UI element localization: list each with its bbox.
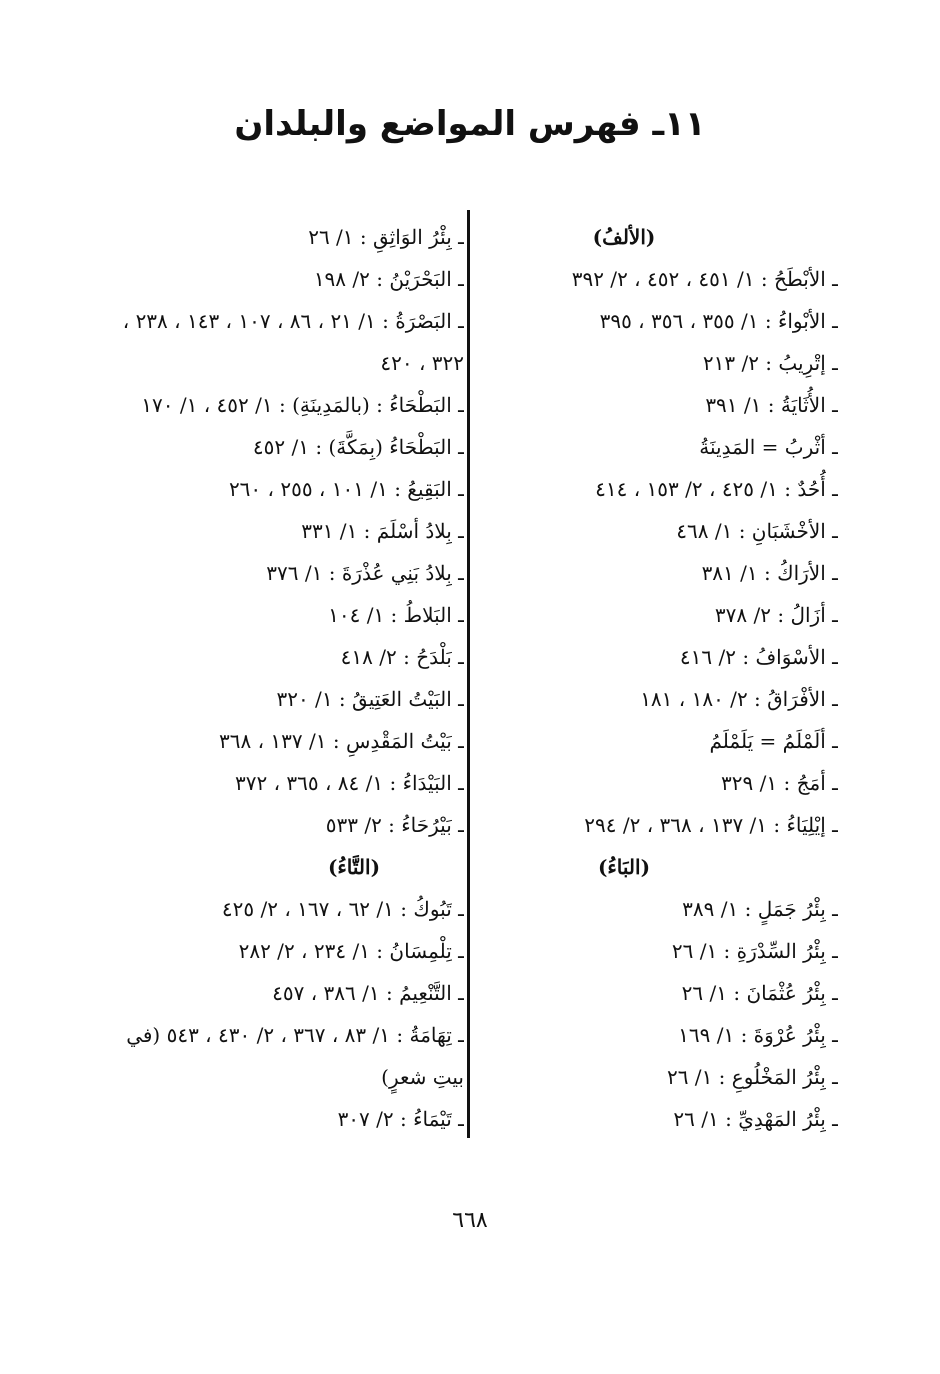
- page-number: ٦٦٨: [452, 1208, 488, 1233]
- index-entry: ـ البَحْرَيْنُ : ٢/ ١٩٨: [313, 267, 464, 291]
- index-entry: ـ بِئْرُ المَهْدِيِّ : ١/ ٢٦: [673, 1107, 838, 1131]
- index-entry: ـ بَيْتُ المَقْدِسِ : ١/ ١٣٧ ، ٣٦٨: [218, 729, 464, 753]
- index-entry: ـ الأفْرَاقُ : ٢/ ١٨٠ ، ١٨١: [640, 687, 838, 711]
- index-entry: ـ بَلْدَحُ : ٢/ ٤١٨: [340, 645, 464, 669]
- index-entry: ـ بِئْرُ المَخْلُوعِ : ١/ ٢٦: [666, 1065, 838, 1089]
- index-entry: ـ البَقِيعُ : ١/ ١٠١ ، ٢٥٥ ، ٢٦٠: [228, 477, 464, 501]
- index-column-left: [100, 216, 464, 1140]
- index-entry: ـ بِئْرُ عُرْوَةَ : ١/ ١٦٩: [678, 1023, 838, 1047]
- index-entry: ـ بِئْرُ الوَاثِقِ : ١/ ٢٦: [308, 225, 464, 249]
- index-entry: ـ أثْربُ = المَدِينَةُ: [699, 435, 838, 459]
- index-entry: ـ تَيْمَاءُ : ٢/ ٣٠٧: [337, 1107, 464, 1131]
- index-entry: ـ البَصْرَةُ : ١/ ٢١ ، ٨٦ ، ١٠٧ ، ١٤٣ ، ٢٣٨ ،: [122, 309, 464, 333]
- index-entry: ـ الأبْواءُ : ١/ ٣٥٥ ، ٣٥٦ ، ٣٩٥: [599, 309, 838, 333]
- index-entry: ـ الأرَاكُ : ١/ ٣٨١: [701, 561, 838, 585]
- index-entry: ـ إتْرِيبُ : ٢/ ٢١٣: [702, 351, 838, 375]
- index-entry: ـ بَيْرُحَاءُ : ٢/ ٥٣٣: [325, 813, 464, 837]
- index-entry: ـ البَيْدَاءُ : ١/ ٨٤ ، ٣٦٥ ، ٣٧٢: [234, 771, 464, 795]
- index-entry: ـ أزَالُ : ٢/ ٣٧٨: [714, 603, 838, 627]
- index-entry: ـ التَّنْعِيمُ : ١/ ٣٨٦ ، ٤٥٧: [272, 981, 464, 1005]
- index-entry: ـ إيْلِيَاءُ : ١/ ١٣٧ ، ٣٦٨ ، ٢/ ٢٩٤: [584, 813, 838, 837]
- index-entry: ـ البَيْتُ العَتِيقُ : ١/ ٣٢٠: [276, 687, 464, 711]
- index-entry: ـ أمَجُ : ١/ ٣٢٩: [721, 771, 838, 795]
- index-entry: ـ الأُثَايَةُ : ١/ ٣٩١: [705, 393, 838, 417]
- page-title: ١١ـ فهرس المواضع والبلدان: [234, 104, 706, 144]
- index-entry: ـ تَبُوكُ : ١/ ٦٢ ، ١٦٧ ، ٢/ ٤٢٥: [221, 897, 464, 921]
- index-entry: ـ بِلادُ بَنِي عُذْرَةَ : ١/ ٣٧٦: [266, 561, 464, 585]
- index-column-right: [480, 216, 838, 1140]
- index-entry: ـ البَطْحَاءُ : (بالمَدِينَةِ) : ١/ ٤٥٢ ، ١/ ١٧٠: [141, 393, 464, 417]
- index-entry-continuation: بيتِ شعرٍ): [381, 1065, 464, 1089]
- index-entry: ـ الأسْوَافُ : ٢/ ٤١٦: [679, 645, 838, 669]
- index-entry: ـ بِلادُ أسْلَمَ : ١/ ٣٣١: [301, 519, 464, 543]
- index-entry: ـ تِهَامَةُ : ١/ ٨٣ ، ٣٦٧ ، ٢/ ٤٣٠ ، ٥٤٣ (في: [126, 1023, 464, 1047]
- index-entry: ـ أُحُدٌ : ١/ ٤٢٥ ، ٢/ ١٥٣ ، ٤١٤: [595, 477, 838, 501]
- index-entry: ـ البَلاطُ : ١/ ١٠٤: [328, 603, 464, 627]
- index-entry: ـ بِئْرُ السِّدْرَةِ : ١/ ٢٦: [671, 939, 838, 963]
- index-entry: ـ تِلْمِسَانُ : ١/ ٢٣٤ ، ٢/ ٢٨٢: [238, 939, 464, 963]
- index-entry: ـ بِئْرُ جَمَلٍ : ١/ ٣٨٩: [682, 897, 838, 921]
- index-entry: ـ البَطْحَاءُ (بِمَكَّةَ) : ١/ ٤٥٢: [252, 435, 464, 459]
- index-entry-continuation: ٣٢٢ ، ٤٢٠: [380, 351, 464, 375]
- index-entry: ـ بِئْرُ عُثْمَانَ : ١/ ٢٦: [681, 981, 838, 1005]
- section-heading: (البَاءُ): [597, 855, 651, 879]
- column-divider: [467, 210, 470, 1138]
- section-heading: (الألفُ): [592, 225, 656, 249]
- section-heading: (التَّاءُ): [327, 855, 381, 879]
- index-entry: ـ ألَمْلَمُ = يَلَمْلَمُ: [709, 729, 838, 753]
- index-entry: ـ الأخْشَبَانِ : ١/ ٤٦٨: [676, 519, 838, 543]
- index-entry: ـ الأبْطَحُ : ١/ ٤٥١ ، ٤٥٢ ، ٢/ ٣٩٢: [571, 267, 838, 291]
